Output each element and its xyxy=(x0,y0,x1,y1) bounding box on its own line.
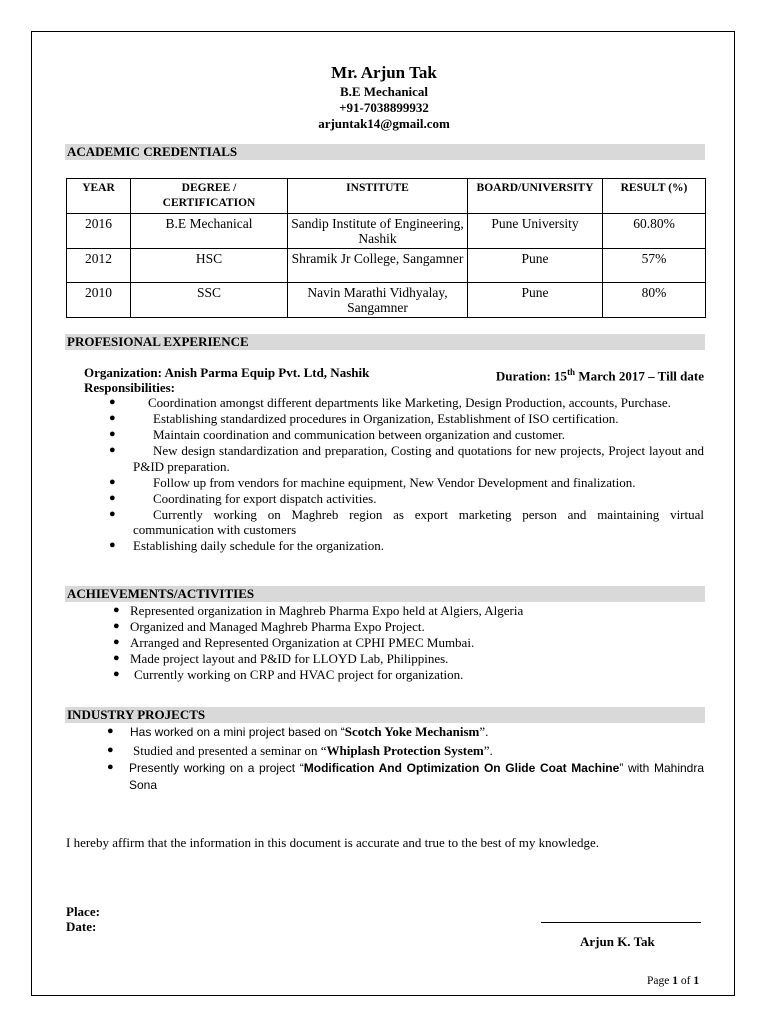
bullet-icon: ● xyxy=(113,620,120,632)
list-item: ● Represented organization in Maghreb Pharma Expo held at Algiers, Algeria xyxy=(113,603,524,618)
list-item: ● Currently working on Maghreb region as export marketing person and maintaining virtual communication with customers xyxy=(109,506,704,537)
section-academic: ACADEMIC CREDENTIALS xyxy=(65,144,705,160)
declaration-text: I hereby affirm that the information in this document is accurate and true to the best of my knowledge. xyxy=(66,835,599,850)
signature-name: Arjun K. Tak xyxy=(580,934,655,949)
cell-board: Pune xyxy=(468,249,603,283)
list-item: ● Presently working on a project “Modification And Optimization On Glide Coat Machine” with Mahindra Sona xyxy=(107,761,705,792)
list-item: ● Studied and presented a seminar on “Whiplash Protection System”. xyxy=(107,742,493,758)
resume-header xyxy=(0,62,768,132)
bullet-icon: ● xyxy=(109,428,116,440)
list-item: ● Arranged and Represented Organization at CPHI PMEC Mumbai. xyxy=(113,635,475,650)
place-label: Place: xyxy=(66,904,100,919)
bullet-icon: ● xyxy=(107,761,114,773)
organization-line xyxy=(84,365,704,384)
bullet-icon: ● xyxy=(109,539,116,551)
cell-institute: Sandip Institute of Engineering, Nashik xyxy=(288,214,468,249)
bullet-icon: ● xyxy=(113,668,120,680)
projects-list xyxy=(107,724,705,794)
date-label: Date: xyxy=(66,919,97,934)
duration: Duration: 15th March 2017 – Till date xyxy=(495,367,704,384)
bullet-icon: ● xyxy=(107,725,114,737)
bullet-icon: ● xyxy=(109,491,116,504)
cell-year: 2010 xyxy=(67,283,131,318)
list-item: ● Maintain coordination and communication between organization and customer. xyxy=(109,427,566,442)
bullet-icon: ● xyxy=(109,444,116,456)
list-item: ● Organized and Managed Maghreb Pharma Expo Project. xyxy=(113,619,425,634)
col-result: RESULT (%) xyxy=(603,179,706,214)
cell-institute: Shramik Jr College, Sangamner xyxy=(288,249,468,283)
list-item: ● Coordinating for export dispatch activities. xyxy=(109,490,377,506)
table-row xyxy=(67,214,706,249)
bullet-icon: ● xyxy=(109,475,116,488)
cell-degree: HSC xyxy=(131,249,288,283)
section-achievements: ACHIEVEMENTS/ACTIVITIES xyxy=(65,586,705,602)
education-header-row xyxy=(67,179,706,214)
list-item: ● Made project layout and P&ID for LLOYD Lab, Philippines. xyxy=(113,651,449,666)
bullet-icon: ● xyxy=(113,604,120,616)
responsibilities-label: Responsibilities: xyxy=(84,380,176,395)
list-item: ● Has worked on a mini project based on “Scotch Yoke Mechanism”. xyxy=(107,724,489,739)
list-item: ● Establishing standardized procedures in Organization, Establishment of ISO certification. xyxy=(109,411,619,426)
col-degree: DEGREE / CERTIFICATION xyxy=(131,179,288,214)
list-item: ● New design standardization and preparation, Costing and quotations for new projects, Project layout and P&ID preparation. xyxy=(109,443,704,474)
cell-year: 2016 xyxy=(67,214,131,249)
cell-board: Pune University xyxy=(468,214,603,249)
candidate-phone: +91-7038899932 xyxy=(339,100,429,115)
cell-degree: B.E Mechanical xyxy=(131,214,288,249)
cell-result: 57% xyxy=(603,249,706,283)
section-experience: PROFESIONAL EXPERIENCE xyxy=(65,334,705,350)
bullet-icon: ● xyxy=(107,743,114,756)
organization-name: Organization: Anish Parma Equip Pvt. Ltd, Nashik xyxy=(84,365,370,380)
col-year: YEAR xyxy=(67,179,131,214)
cell-board: Pune xyxy=(468,283,603,318)
bullet-icon: ● xyxy=(113,652,120,664)
signature-line xyxy=(541,922,701,923)
bullet-icon: ● xyxy=(113,636,120,648)
table-row xyxy=(67,283,706,318)
cell-institute: Navin Marathi Vidhyalay, Sangamner xyxy=(288,283,468,318)
bullet-icon: ● xyxy=(109,507,116,520)
cell-year: 2012 xyxy=(67,249,131,283)
list-item: ● Follow up from vendors for machine equipment, New Vendor Development and finalization. xyxy=(109,474,636,490)
list-item: ● Currently working on CRP and HVAC project for organization. xyxy=(113,667,464,682)
col-institute: INSTITUTE xyxy=(288,179,468,214)
candidate-degree: B.E Mechanical xyxy=(339,84,429,99)
col-board: BOARD/UNIVERSITY xyxy=(468,179,603,214)
cell-result: 80% xyxy=(603,283,706,318)
place-date-block xyxy=(66,904,100,934)
responsibilities-list xyxy=(109,395,704,554)
education-table xyxy=(66,178,706,318)
table-row xyxy=(67,249,706,283)
list-item: ● Coordination amongst different departments like Marketing, Design Production, accounts, Purchase. xyxy=(109,395,671,410)
cell-degree: SSC xyxy=(131,283,288,318)
section-projects: INDUSTRY PROJECTS xyxy=(65,707,705,723)
candidate-name: Mr. Arjun Tak xyxy=(331,63,437,82)
bullet-icon: ● xyxy=(109,396,116,408)
cell-result: 60.80% xyxy=(603,214,706,249)
candidate-email: arjuntak14@gmail.com xyxy=(318,116,450,131)
list-item: ● Establishing daily schedule for the organization. xyxy=(109,538,385,553)
page-number: Page 1 of 1 xyxy=(647,975,700,987)
bullet-icon: ● xyxy=(109,412,116,424)
achievements-list xyxy=(113,603,704,683)
